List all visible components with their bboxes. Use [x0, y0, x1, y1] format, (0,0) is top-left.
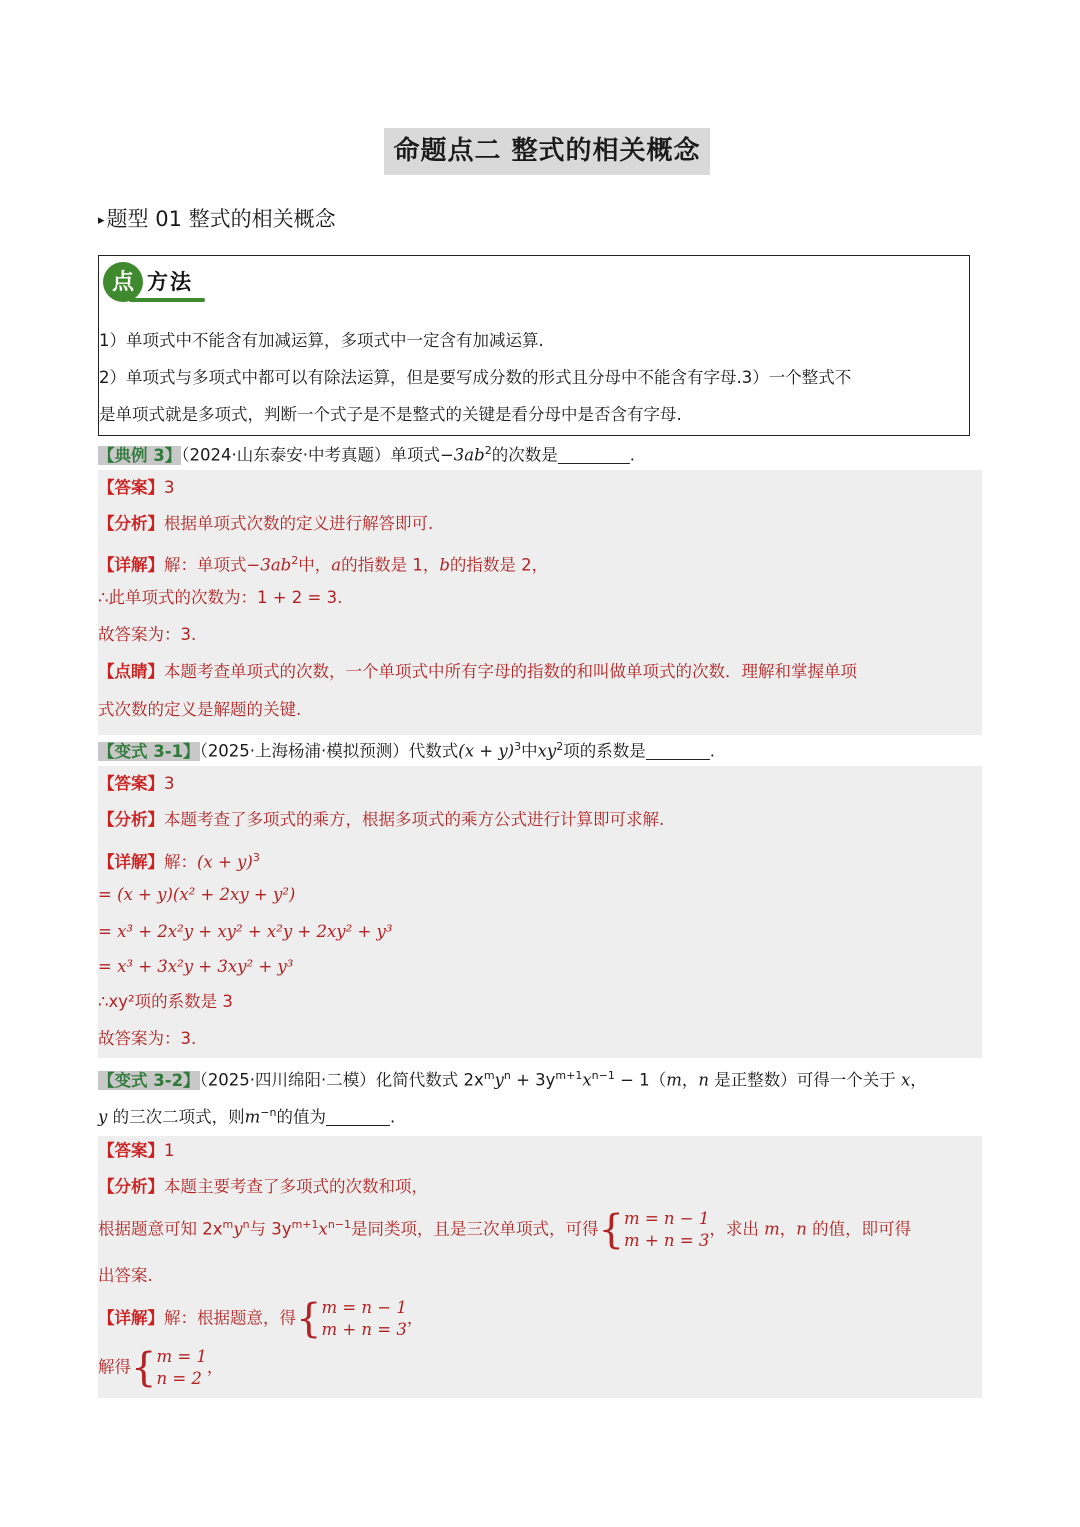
final-answer-line: 故答案为：3. [98, 1029, 197, 1048]
variant32-question-2: y 的三次二项式，则$m^{-n}$的值为 . [98, 1106, 396, 1127]
detail-line: 【详解】解：根据题意，得{m = n − 1 m + n = 3， [98, 1296, 424, 1342]
comment-line-2: 式次数的定义是解题的关键. [98, 700, 302, 719]
answer-line: 【答案】3 [98, 774, 175, 793]
brace-icon: { [598, 1207, 624, 1253]
section-heading [98, 204, 336, 236]
detail-line: 【详解】解：$(x + y)^3$ [98, 851, 260, 872]
section-label: 题型 01 整式的相关概念 [106, 207, 336, 231]
answer-blank [646, 741, 710, 760]
badge-underline [129, 298, 205, 302]
example-tag: 【典例 3】 [98, 445, 182, 465]
method-text [99, 322, 975, 433]
conclusion-line: ∴xy²项的系数是 3 [98, 992, 233, 1011]
page-title: 命题点二 整式的相关概念 [384, 128, 710, 175]
variant31-question: 【变式 3-1】（2025·上海杨浦·模拟预测）代数式$(x + y)^3$中$xy^2$项的系数是 . [98, 740, 716, 761]
final-answer-line: 故答案为：3. [98, 625, 197, 644]
equation-system: m = n − 1 m + n = 3 [321, 1298, 407, 1339]
step-line: = (x + y)(x² + 2xy + y²) [98, 885, 296, 904]
analysis-line: 【分析】根据单项式次数的定义进行解答即可. [98, 514, 434, 533]
brace-icon: { [296, 1296, 322, 1342]
method-line: 1）单项式中不能含有加减运算，多项式中一定含有加减运算. [99, 331, 544, 350]
step-line: = x³ + 3x²y + 3xy² + y³ [98, 957, 294, 976]
equation-system: m = n − 1 m + n = 3 [623, 1209, 710, 1250]
variant-tag: 【变式 3-2】 [98, 1070, 200, 1090]
analysis-line-3: 出答案. [98, 1266, 153, 1285]
variant32-question: 【变式 3-2】（2025·四川绵阳·二模）化简代数式 $2x^my^n + 3y^{m+1}x^{n-1} - 1(m$，n 是正整数）可得一个关于 x， [98, 1069, 927, 1090]
answer-blank [558, 445, 630, 464]
step-line: = x³ + 2x²y + xy² + x²y + 2xy² + y³ [98, 922, 393, 941]
brace-icon: { [131, 1345, 157, 1391]
therefore-line: ∴此单项式的次数为：1 + 2 = 3. [98, 588, 343, 607]
method-badge [103, 262, 209, 304]
answer-blank [326, 1107, 390, 1126]
detail-line: 【详解】解：单项式$-3ab^2$中，a的指数是 1，b的指数是 2， [98, 554, 549, 575]
analysis-line: 【分析】本题考查了多项式的乘方，根据多项式的乘方公式进行计算即可求解. [98, 810, 665, 829]
answer-line: 【答案】3 [98, 478, 175, 497]
badge-circle-icon: 点 [103, 262, 143, 302]
example3-question: 【典例 3】（2024·山东泰安·中考真题）单项式$-3ab^2$的次数是 . [98, 444, 635, 465]
badge-text: 方法 [147, 269, 193, 294]
solve-line: 解得{m = 1 n = 2， [98, 1345, 224, 1391]
analysis-line-2: 根据题意可知 $2x^my^n$与 $3y^{m+1}x^{n-1}$是同类项，且是三次单项式，可得{m = n − 1 m + n = 3，求出 m，n 的值，即可得 [98, 1207, 912, 1253]
answer-line: 【答案】1 [98, 1141, 175, 1160]
triangle-marker-icon: ▸ [98, 213, 105, 228]
method-line: 是单项式就是多项式，判断一个式子是不是整式的关键是看分母中是否含有字母. [99, 405, 682, 424]
method-box [98, 255, 970, 436]
method-line: 2）单项式与多项式中都可以有除法运算，但是要写成分数的形式且分母中不能含有字母.3）一个整式不 [99, 368, 852, 387]
comment-line: 【点睛】本题考查单项式的次数，一个单项式中所有字母的指数的和叫做单项式的次数．理解和掌握单项 [98, 662, 857, 681]
analysis-line: 【分析】本题主要考查了多项式的次数和项， [98, 1177, 428, 1196]
variant-tag: 【变式 3-1】 [98, 741, 200, 761]
equation-system: m = 1 n = 2 [156, 1347, 207, 1388]
